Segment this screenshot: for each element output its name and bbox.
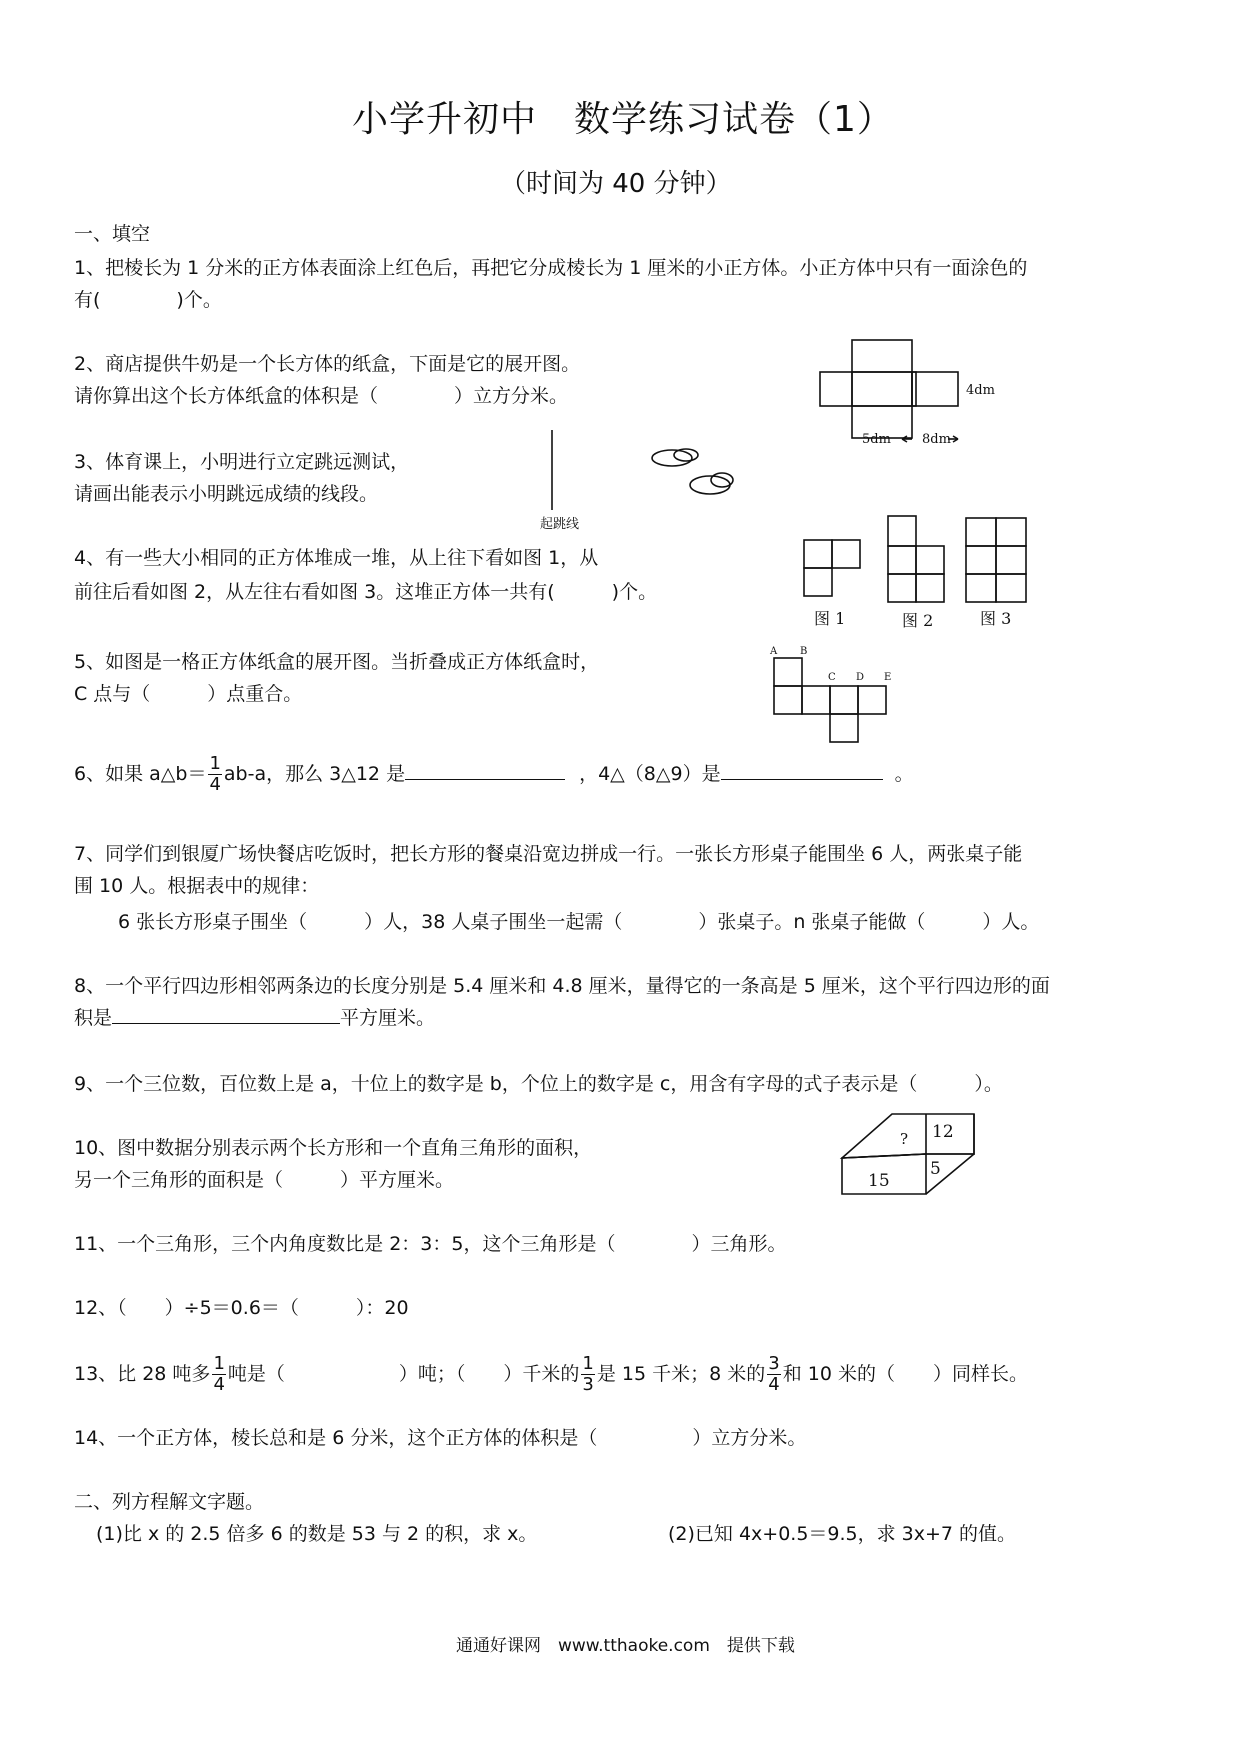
view-2-label: 图 2 <box>902 611 934 630</box>
point-e-label: E <box>884 672 892 683</box>
fraction-numerator: 3 <box>768 1353 780 1374</box>
carton-net-figure <box>820 340 1020 450</box>
area-12-label: 12 <box>932 1122 954 1142</box>
question-1-line-1: 1、把棱长为 1 分米的正方体表面涂上红色后，再把它分成棱长为 1 厘米的小正方体。小正方体中只有一面涂色的 <box>74 257 1028 279</box>
question-3-line-2: 请画出能表示小明跳远成绩的线段。 <box>74 483 379 505</box>
question-6-mid: ab-a，那么 3△12 是 <box>223 763 406 785</box>
question-7-line-2: 围 10 人。根据表中的规律： <box>74 875 320 897</box>
carton-height-label: 4dm <box>966 383 995 398</box>
fraction-three-quarters <box>767 1354 780 1395</box>
fraction-denominator: 4 <box>768 1374 780 1395</box>
question-3-line-1: 3、体育课上，小明进行立定跳远测试， <box>74 451 410 473</box>
page-subtitle: （时间为 40 分钟） <box>500 169 732 199</box>
area-unknown-label: ? <box>900 1130 909 1148</box>
question-4-line-2: 前往后看如图 2，从左往右看如图 3。这堆正方体一共有( )个。 <box>74 581 658 603</box>
question-13-part-a: 13、比 28 吨多 <box>74 1363 211 1385</box>
takeoff-line-figure <box>540 430 760 530</box>
area-figure <box>840 1110 990 1202</box>
question-2-line-1: 2、商店提供牛奶是一个长方体的纸盒，下面是它的展开图。 <box>74 353 581 375</box>
point-a-label: A <box>770 646 778 657</box>
fraction-denominator: 4 <box>209 774 221 795</box>
question-13 <box>74 1344 1028 1404</box>
fraction-denominator: 4 <box>213 1374 225 1395</box>
view-3-label: 图 3 <box>980 609 1012 628</box>
question-11: 11、一个三角形，三个内角度数比是 2：3：5，这个三角形是（ ）三角形。 <box>74 1233 787 1255</box>
carton-width-label: 5dm <box>862 432 891 447</box>
view-2-front <box>888 516 944 602</box>
question-9: 9、一个三位数，百位数上是 a，十位上的数字是 b，个位上的数字是 c，用含有字母的式子表示是（ ）。 <box>74 1073 1003 1095</box>
question-13-part-c: 是 15 千米；8 米的 <box>596 1363 766 1385</box>
question-8-pre: 积是 <box>74 1007 113 1029</box>
question-12: 12、（ ）÷5＝0.6＝（ ）：20 <box>74 1297 409 1319</box>
question-6 <box>74 750 914 798</box>
question-5-line-1: 5、如图是一格正方体纸盒的展开图。当折叠成正方体纸盒时， <box>74 651 600 673</box>
question-6-end: 。 <box>894 763 914 785</box>
view-1-top <box>804 540 860 596</box>
answer-blank[interactable] <box>112 1023 340 1024</box>
answer-blank[interactable] <box>721 779 883 780</box>
area-15-label: 15 <box>868 1171 890 1191</box>
cloud-icon <box>690 476 730 494</box>
cloud-icon <box>652 450 692 466</box>
view-3-side <box>966 518 1026 602</box>
question-8-post: 平方厘米。 <box>340 1007 436 1029</box>
equation-problem-2: (2)已知 4x+0.5＝9.5，求 3x+7 的值。 <box>668 1523 1017 1545</box>
cube-views-figure <box>800 516 1040 638</box>
question-5-line-2: C 点与（ ）点重合。 <box>74 683 303 705</box>
equation-problem-1: (1)比 x 的 2.5 倍多 6 的数是 53 与 2 的积，求 x。 <box>96 1523 538 1545</box>
point-b-label: B <box>800 646 808 657</box>
question-2-line-2: 请你算出这个长方体纸盒的体积是（ ）立方分米。 <box>74 385 569 407</box>
section-heading-fill-blank: 一、填空 <box>74 223 151 245</box>
question-8-line-1: 8、一个平行四边形相邻两条边的长度分别是 5.4 厘米和 4.8 厘米，量得它的一条高是 5 厘米，这个平行四边形的面 <box>74 975 1050 997</box>
question-10-line-1: 10、图中数据分别表示两个长方形和一个直角三角形的面积， <box>74 1137 593 1159</box>
question-14: 14、一个正方体，棱长总和是 6 分米，这个正方体的体积是（ ）立方分米。 <box>74 1427 807 1449</box>
area-5-label: 5 <box>930 1159 941 1179</box>
answer-blank[interactable] <box>405 779 565 780</box>
question-1-line-2: 有( )个。 <box>74 289 222 311</box>
point-c-label: C <box>828 672 836 683</box>
question-10-line-2: 另一个三角形的面积是（ ）平方厘米。 <box>74 1169 455 1191</box>
fraction-one-quarter <box>212 1354 225 1395</box>
page-title: 小学升初中 数学练习试卷（1） <box>352 99 894 140</box>
question-8-line-2 <box>74 1006 435 1030</box>
fraction-numerator: 1 <box>209 753 221 774</box>
question-6-pre: 6、如果 a△b＝ <box>74 763 207 785</box>
question-6-mid2: ，4△（8△9）是 <box>579 763 721 785</box>
question-7-line-3: 6 张长方形桌子围坐（ ）人，38 人桌子围坐一起需（ ）张桌子。n 张桌子能做（ ）人。 <box>118 911 1040 933</box>
takeoff-line-label: 起跳线 <box>540 517 580 532</box>
question-13-part-b: 吨是（ ）吨；（ ）千米的 <box>227 1363 580 1385</box>
fraction-one-quarter <box>208 754 221 795</box>
view-1-label: 图 1 <box>814 609 846 628</box>
cube-net-figure <box>770 644 920 756</box>
question-13-part-d: 和 10 米的（ ）同样长。 <box>782 1363 1028 1385</box>
fraction-numerator: 1 <box>582 1353 594 1374</box>
fraction-denominator: 3 <box>582 1374 594 1395</box>
question-4-line-1: 4、有一些大小相同的正方体堆成一堆，从上往下看如图 1，从 <box>74 547 599 569</box>
fraction-one-third <box>581 1354 594 1395</box>
carton-length-label: 8dm <box>922 432 951 447</box>
question-7-line-1: 7、同学们到银厦广场快餐店吃饭时，把长方形的餐桌沿宽边拼成一行。一张长方形桌子能围坐 6 人，两张桌子能 <box>74 843 1023 865</box>
point-d-label: D <box>856 672 865 683</box>
footer-credit: 通通好课网 www.tthaoke.com 提供下载 <box>456 1636 795 1656</box>
fraction-numerator: 1 <box>213 1353 225 1374</box>
section-heading-equations: 二、列方程解文字题。 <box>74 1491 265 1513</box>
